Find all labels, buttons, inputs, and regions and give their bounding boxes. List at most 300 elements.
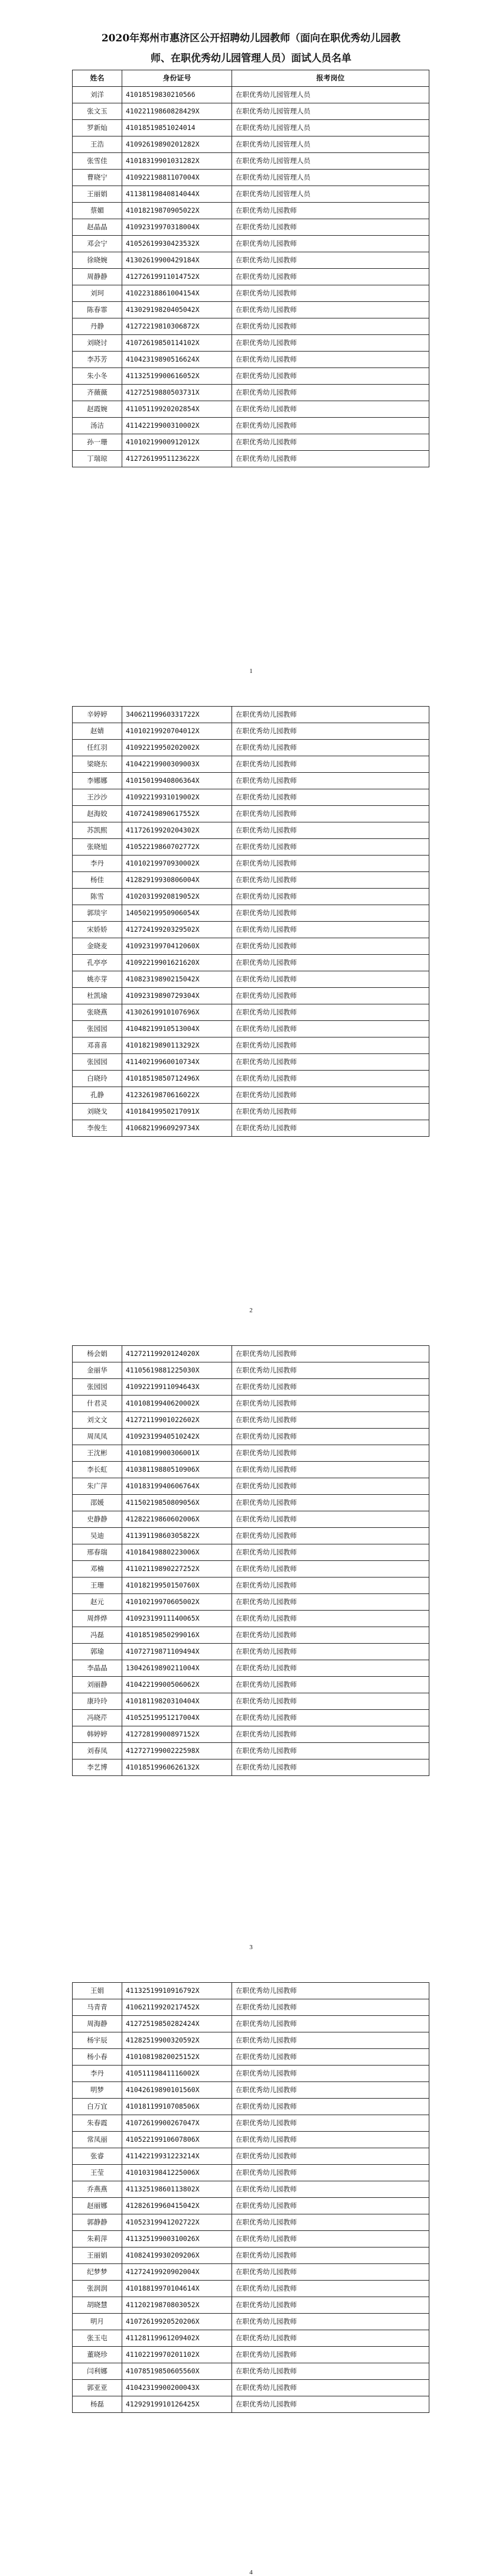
candidate-position: 在职优秀幼儿园教师 — [232, 1511, 429, 1528]
table-row — [73, 302, 429, 318]
candidate-position: 在职优秀幼儿园教师 — [232, 2297, 429, 2314]
candidate-position: 在职优秀幼儿园教师 — [232, 2314, 429, 2330]
candidate-id-number: 41302619910107696X — [122, 1004, 232, 1021]
candidate-name: 张润润 — [73, 2281, 122, 2297]
candidate-name: 王丽娟 — [73, 186, 122, 203]
candidate-position: 在职优秀幼儿园教师 — [232, 922, 429, 938]
candidate-name: 杨会娟 — [73, 1346, 122, 1362]
table-row — [73, 236, 429, 252]
header-id: 身份证号 — [122, 70, 232, 87]
table-row — [73, 1726, 429, 1743]
candidate-name: 金丽华 — [73, 1362, 122, 1379]
candidate-position: 在职优秀幼儿园教师 — [232, 2363, 429, 2380]
table-row — [73, 434, 429, 451]
table-row — [73, 2165, 429, 2181]
candidate-id-number: 41042319890516624X — [122, 352, 232, 368]
candidate-position: 在职优秀幼儿园教师 — [232, 385, 429, 401]
candidate-name: 苏凯熙 — [73, 822, 122, 839]
candidate-table-page-3 — [72, 1345, 429, 1776]
candidate-position: 在职优秀幼儿园教师 — [232, 1710, 429, 1726]
candidate-name: 赵晶晶 — [73, 219, 122, 236]
candidate-position: 在职优秀幼儿园教师 — [232, 938, 429, 955]
candidate-position: 在职优秀幼儿园教师 — [232, 872, 429, 889]
candidate-name: 辛婷婷 — [73, 707, 122, 723]
candidate-name: 王丽娟 — [73, 2248, 122, 2264]
candidate-name: 康玲玲 — [73, 1693, 122, 1710]
candidate-position: 在职优秀幼儿园教师 — [232, 1054, 429, 1071]
candidate-id-number: 41082419930209206X — [122, 2248, 232, 2264]
table-row — [73, 1004, 429, 1021]
table-row — [73, 1983, 429, 1999]
candidate-name: 杨宇辰 — [73, 2032, 122, 2049]
candidate-name: 金晓麦 — [73, 938, 122, 955]
candidate-position: 在职优秀幼儿园教师 — [232, 1594, 429, 1611]
candidate-position: 在职优秀幼儿园教师 — [232, 1999, 429, 2016]
candidate-position: 在职优秀幼儿园教师 — [232, 434, 429, 451]
candidate-position: 在职优秀幼儿园教师 — [232, 1120, 429, 1137]
candidate-id-number: 41092319911140065X — [122, 1611, 232, 1627]
candidate-name: 郭亚亚 — [73, 2380, 122, 2396]
candidate-name: 史静静 — [73, 1511, 122, 1528]
candidate-name: 杜凯瑜 — [73, 988, 122, 1004]
table-row — [73, 756, 429, 773]
table-header-row — [73, 70, 429, 87]
candidate-id-number: 41072619850114102X — [122, 335, 232, 352]
table-row — [73, 1544, 429, 1561]
candidate-name: 王浩 — [73, 136, 122, 153]
candidate-position: 在职优秀幼儿园教师 — [232, 707, 429, 723]
candidate-position: 在职优秀幼儿园教师 — [232, 1396, 429, 1412]
candidate-id-number: 41272119901022602X — [122, 1412, 232, 1429]
candidate-position: 在职优秀幼儿园教师 — [232, 269, 429, 285]
candidate-position: 在职优秀幼儿园教师 — [232, 2264, 429, 2281]
candidate-name: 王娟 — [73, 1983, 122, 1999]
table-row — [73, 889, 429, 905]
candidate-name: 李丹 — [73, 2066, 122, 2082]
candidate-position: 在职优秀幼儿园教师 — [232, 1627, 429, 1644]
candidate-position: 在职优秀幼儿园教师 — [232, 1528, 429, 1544]
candidate-name: 冯晓芹 — [73, 1710, 122, 1726]
candidate-position: 在职优秀幼儿园教师 — [232, 756, 429, 773]
candidate-name: 张雪佳 — [73, 153, 122, 170]
candidate-name: 赵丽娜 — [73, 2198, 122, 2214]
candidate-name: 宋娇娇 — [73, 922, 122, 938]
candidate-id-number: 41072419890617552X — [122, 806, 232, 822]
candidate-position: 在职优秀幼儿园教师 — [232, 2181, 429, 2198]
candidate-id-number: 41282219860602006X — [122, 1511, 232, 1528]
candidate-name: 赵霞婉 — [73, 401, 122, 418]
candidate-position: 在职优秀幼儿园管理人员 — [232, 120, 429, 136]
table-row — [73, 1071, 429, 1087]
table-row — [73, 988, 429, 1004]
candidate-id-number: 41282619960415042X — [122, 2198, 232, 2214]
table-row — [73, 103, 429, 120]
candidate-id-number: 41272419920329502X — [122, 922, 232, 938]
candidate-id-number: 41010819900306001X — [122, 1445, 232, 1462]
candidate-position: 在职优秀幼儿园教师 — [232, 203, 429, 219]
candidate-position: 在职优秀幼儿园教师 — [232, 2231, 429, 2248]
document-title — [53, 28, 449, 69]
candidate-id-number: 13042619890211004X — [122, 1660, 232, 1677]
candidate-position: 在职优秀幼儿园教师 — [232, 2148, 429, 2165]
candidate-name: 汤洁 — [73, 418, 122, 434]
table-row — [73, 368, 429, 385]
candidate-id-number: 41105119920202854X — [122, 401, 232, 418]
table-row — [73, 1677, 429, 1693]
candidate-id-number: 41282519900320592X — [122, 2032, 232, 2049]
table-row — [73, 1627, 429, 1644]
table-row — [73, 1346, 429, 1362]
candidate-id-number: 41051119841116002X — [122, 2066, 232, 2082]
candidate-id-number: 41142219900310002X — [122, 418, 232, 434]
candidate-id-number: 41018519830210566 — [122, 87, 232, 103]
candidate-name: 刘洋 — [73, 87, 122, 103]
table-row — [73, 2363, 429, 2380]
candidate-position: 在职优秀幼儿园教师 — [232, 1644, 429, 1660]
candidate-name: 邢春瑞 — [73, 1544, 122, 1561]
table-row — [73, 1412, 429, 1429]
candidate-id-number: 41172619920204302X — [122, 822, 232, 839]
candidate-name: 明月 — [73, 2314, 122, 2330]
candidate-id-number: 41042219900506062X — [122, 1677, 232, 1693]
table-row — [73, 2281, 429, 2297]
candidate-id-number: 41102119890227252X — [122, 1561, 232, 1578]
table-row — [73, 153, 429, 170]
candidate-id-number: 41010819820025152X — [122, 2049, 232, 2066]
table-row — [73, 186, 429, 203]
table-row — [73, 1429, 429, 1445]
header-name: 姓名 — [73, 70, 122, 87]
table-row — [73, 1495, 429, 1511]
candidate-id-number: 41302919820405042X — [122, 302, 232, 318]
candidate-name: 张文玉 — [73, 103, 122, 120]
candidate-id-number: 41092619890201282X — [122, 136, 232, 153]
candidate-id-number: 41022119860828429X — [122, 103, 232, 120]
candidate-id-number: 41018819970104614X — [122, 2281, 232, 2297]
candidate-id-number: 41272419920902004X — [122, 2264, 232, 2281]
candidate-id-number: 41132519910916792X — [122, 1983, 232, 1999]
candidate-name: 任红羽 — [73, 740, 122, 756]
candidate-position: 在职优秀幼儿园教师 — [232, 740, 429, 756]
candidate-name: 陈雪 — [73, 889, 122, 905]
table-row — [73, 938, 429, 955]
table-row — [73, 740, 429, 756]
candidate-position: 在职优秀幼儿园教师 — [232, 1004, 429, 1021]
table-row — [73, 1087, 429, 1104]
table-row — [73, 1710, 429, 1726]
candidate-position: 在职优秀幼儿园教师 — [232, 1578, 429, 1594]
table-row — [73, 2198, 429, 2214]
candidate-id-number: 41018219950150760X — [122, 1578, 232, 1594]
candidate-name: 刘春凤 — [73, 1743, 122, 1759]
candidate-position: 在职优秀幼儿园教师 — [232, 889, 429, 905]
candidate-id-number: 41092219901621620X — [122, 955, 232, 971]
page-number: 1 — [249, 668, 253, 675]
candidate-id-number: 41042619890101560X — [122, 2082, 232, 2099]
candidate-id-number: 41150219850809056X — [122, 1495, 232, 1511]
table-row — [73, 1611, 429, 1627]
candidate-id-number: 41292919910126425X — [122, 2396, 232, 2413]
candidate-name: 李丹 — [73, 856, 122, 872]
table-row — [73, 1021, 429, 1037]
candidate-position: 在职优秀幼儿园教师 — [232, 2330, 429, 2347]
candidate-name: 周凤凤 — [73, 1429, 122, 1445]
candidate-id-number: 41010319841225006X — [122, 2165, 232, 2181]
candidate-name: 周海静 — [73, 2016, 122, 2032]
candidate-position: 在职优秀幼儿园教师 — [232, 2248, 429, 2264]
candidate-name: 周静静 — [73, 269, 122, 285]
candidate-table-page-2 — [72, 706, 429, 1137]
candidate-name: 李长虹 — [73, 1462, 122, 1478]
table-row — [73, 1120, 429, 1137]
candidate-position: 在职优秀幼儿园管理人员 — [232, 103, 429, 120]
candidate-position: 在职优秀幼儿园教师 — [232, 1462, 429, 1478]
candidate-position: 在职优秀幼儿园教师 — [232, 2198, 429, 2214]
table-row — [73, 1362, 429, 1379]
table-row — [73, 1644, 429, 1660]
table-row — [73, 922, 429, 938]
candidate-position: 在职优秀幼儿园教师 — [232, 1379, 429, 1396]
candidate-position: 在职优秀幼儿园教师 — [232, 2347, 429, 2363]
candidate-id-number: 41132519860113802X — [122, 2181, 232, 2198]
table-row — [73, 955, 429, 971]
candidate-name: 白万宜 — [73, 2099, 122, 2115]
candidate-name: 王莹 — [73, 2165, 122, 2181]
candidate-id-number: 41078519850605560X — [122, 2363, 232, 2380]
candidate-name: 李苏芳 — [73, 352, 122, 368]
candidate-id-number: 41102219970201102X — [122, 2347, 232, 2363]
table-row — [73, 252, 429, 269]
candidate-id-number: 41062119920217452X — [122, 1999, 232, 2016]
table-row — [73, 2082, 429, 2099]
table-row — [73, 2066, 429, 2082]
candidate-id-number: 41282919930806004X — [122, 872, 232, 889]
candidate-id-number: 41092219881107004X — [122, 170, 232, 186]
candidate-position: 在职优秀幼儿园管理人员 — [232, 186, 429, 203]
candidate-position: 在职优秀幼儿园教师 — [232, 302, 429, 318]
candidate-name: 张园园 — [73, 1021, 122, 1037]
candidate-position: 在职优秀幼儿园教师 — [232, 451, 429, 467]
candidate-name: 常凤丽 — [73, 2132, 122, 2148]
title-line-1: 2020年郑州市惠济区公开招聘幼儿园教师（面向在职优秀幼儿园教 — [101, 32, 401, 44]
candidate-id-number: 41068219960929734X — [122, 1120, 232, 1137]
table-row — [73, 1037, 429, 1054]
candidate-position: 在职优秀幼儿园教师 — [232, 2082, 429, 2099]
candidate-position: 在职优秀幼儿园教师 — [232, 2214, 429, 2231]
candidate-id-number: 34062119960331722X — [122, 707, 232, 723]
candidate-id-number: 41272819900897152X — [122, 1726, 232, 1743]
table-row — [73, 1693, 429, 1710]
candidate-id-number: 41018519850712496X — [122, 1071, 232, 1087]
candidate-name: 杨磊 — [73, 2396, 122, 2413]
candidate-id-number: 41272719900222598X — [122, 1743, 232, 1759]
candidate-position: 在职优秀幼儿园教师 — [232, 1611, 429, 1627]
candidate-id-number: 41072619900267047X — [122, 2115, 232, 2132]
candidate-position: 在职优秀幼儿园教师 — [232, 1983, 429, 1999]
candidate-position: 在职优秀幼儿园教师 — [232, 285, 429, 302]
table-row — [73, 971, 429, 988]
candidate-name: 丁瑞琼 — [73, 451, 122, 467]
candidate-position: 在职优秀幼儿园教师 — [232, 1759, 429, 1776]
candidate-id-number: 41015019940806364X — [122, 773, 232, 789]
candidate-id-number: 41018319901031282X — [122, 153, 232, 170]
table-row — [73, 203, 429, 219]
candidate-id-number: 41010219900912012X — [122, 434, 232, 451]
candidate-name: 白晓玲 — [73, 1071, 122, 1087]
candidate-id-number: 41052219860702772X — [122, 839, 232, 856]
table-row — [73, 269, 429, 285]
candidate-id-number: 41092319970318004X — [122, 219, 232, 236]
candidate-position: 在职优秀幼儿园教师 — [232, 1346, 429, 1362]
candidate-position: 在职优秀幼儿园教师 — [232, 318, 429, 335]
candidate-position: 在职优秀幼儿园教师 — [232, 1021, 429, 1037]
table-row — [73, 219, 429, 236]
candidate-id-number: 41139119860305822X — [122, 1528, 232, 1544]
candidate-name: 邓会宁 — [73, 236, 122, 252]
candidate-id-number: 41272119920124020X — [122, 1346, 232, 1362]
table-row — [73, 2231, 429, 2248]
candidate-position: 在职优秀幼儿园教师 — [232, 219, 429, 236]
candidate-id-number: 41018119820310404X — [122, 1693, 232, 1710]
candidate-position: 在职优秀幼儿园教师 — [232, 773, 429, 789]
candidate-id-number: 41018419880223006X — [122, 1544, 232, 1561]
candidate-position: 在职优秀幼儿园教师 — [232, 856, 429, 872]
candidate-name: 刘珂 — [73, 285, 122, 302]
candidate-name: 齐薇薇 — [73, 385, 122, 401]
table-row — [73, 318, 429, 335]
candidate-name: 朱莉萍 — [73, 2231, 122, 2248]
candidate-id-number: 41072719871109494X — [122, 1644, 232, 1660]
header-position: 报考岗位 — [232, 70, 429, 87]
table-row — [73, 905, 429, 922]
candidate-position: 在职优秀幼儿园教师 — [232, 2049, 429, 2066]
table-row — [73, 2214, 429, 2231]
candidate-name: 明梦 — [73, 2082, 122, 2099]
table-row — [73, 335, 429, 352]
candidate-name: 纪梦梦 — [73, 2264, 122, 2281]
candidate-position: 在职优秀幼儿园管理人员 — [232, 136, 429, 153]
candidate-name: 王沙沙 — [73, 789, 122, 806]
candidate-name: 冯磊 — [73, 1627, 122, 1644]
candidate-name: 乔燕燕 — [73, 2181, 122, 2198]
table-row — [73, 2248, 429, 2264]
candidate-id-number: 41120219870803052X — [122, 2297, 232, 2314]
table-row — [73, 1511, 429, 1528]
candidate-id-number: 41010219970605002X — [122, 1594, 232, 1611]
table-row — [73, 418, 429, 434]
candidate-id-number: 41018219890113292X — [122, 1037, 232, 1054]
candidate-id-number: 41018119910708506X — [122, 2099, 232, 2115]
candidate-name: 蔡媚 — [73, 203, 122, 219]
candidate-id-number: 41072619920520206X — [122, 2314, 232, 2330]
candidate-name: 李艺博 — [73, 1759, 122, 1776]
candidate-position: 在职优秀幼儿园教师 — [232, 2380, 429, 2396]
candidate-name: 邓楠 — [73, 1561, 122, 1578]
candidate-position: 在职优秀幼儿园教师 — [232, 806, 429, 822]
table-row — [73, 856, 429, 872]
candidate-position: 在职优秀幼儿园教师 — [232, 2115, 429, 2132]
table-row — [73, 2132, 429, 2148]
candidate-position: 在职优秀幼儿园教师 — [232, 955, 429, 971]
table-row — [73, 1999, 429, 2016]
candidate-id-number: 41272619911014752X — [122, 269, 232, 285]
candidate-position: 在职优秀幼儿园教师 — [232, 1412, 429, 1429]
table-row — [73, 2330, 429, 2347]
table-row — [73, 1478, 429, 1495]
candidate-position: 在职优秀幼儿园教师 — [232, 905, 429, 922]
candidate-position: 在职优秀幼儿园教师 — [232, 1362, 429, 1379]
candidate-id-number: 41048219910513004X — [122, 1021, 232, 1037]
candidate-id-number: 41128119961209402X — [122, 2330, 232, 2347]
candidate-id-number: 41092219950202002X — [122, 740, 232, 756]
candidate-position: 在职优秀幼儿园管理人员 — [232, 153, 429, 170]
candidate-position: 在职优秀幼儿园教师 — [232, 1677, 429, 1693]
candidate-position: 在职优秀幼儿园教师 — [232, 971, 429, 988]
table-row — [73, 707, 429, 723]
candidate-id-number: 41052619930423532X — [122, 236, 232, 252]
table-row — [73, 1462, 429, 1478]
candidate-name: 陈春霏 — [73, 302, 122, 318]
table-row — [73, 723, 429, 740]
table-row — [73, 1528, 429, 1544]
candidate-position: 在职优秀幼儿园教师 — [232, 839, 429, 856]
candidate-position: 在职优秀幼儿园教师 — [232, 822, 429, 839]
candidate-position: 在职优秀幼儿园教师 — [232, 1561, 429, 1578]
candidate-name: 赵元 — [73, 1594, 122, 1611]
table-row — [73, 2099, 429, 2115]
candidate-id-number: 41082319890215042X — [122, 971, 232, 988]
candidate-position: 在职优秀幼儿园教师 — [232, 2281, 429, 2297]
candidate-name: 罗新灿 — [73, 120, 122, 136]
candidate-id-number: 14050219950906054X — [122, 905, 232, 922]
table-row — [73, 87, 429, 103]
table-row — [73, 2115, 429, 2132]
candidate-name: 张晓燕 — [73, 1004, 122, 1021]
table-row — [73, 2148, 429, 2165]
candidate-position: 在职优秀幼儿园教师 — [232, 1087, 429, 1104]
table-row — [73, 2049, 429, 2066]
candidate-position: 在职优秀幼儿园教师 — [232, 352, 429, 368]
candidate-name: 吴迪 — [73, 1528, 122, 1544]
candidate-name: 杨佳 — [73, 872, 122, 889]
candidate-name: 张晓旭 — [73, 839, 122, 856]
candidate-id-number: 41092219911094643X — [122, 1379, 232, 1396]
candidate-name: 韩婷婷 — [73, 1726, 122, 1743]
candidate-id-number: 41092319940510242X — [122, 1429, 232, 1445]
candidate-name: 刘晓讨 — [73, 335, 122, 352]
table-row — [73, 120, 429, 136]
candidate-position: 在职优秀幼儿园教师 — [232, 2396, 429, 2413]
table-row — [73, 2016, 429, 2032]
candidate-name: 孙一珊 — [73, 434, 122, 451]
candidate-position: 在职优秀幼儿园管理人员 — [232, 170, 429, 186]
table-row — [73, 2297, 429, 2314]
candidate-name: 张园园 — [73, 1379, 122, 1396]
candidate-name: 朱小冬 — [73, 368, 122, 385]
candidate-id-number: 41042219900309003X — [122, 756, 232, 773]
candidate-name: 刘晓戈 — [73, 1104, 122, 1120]
candidate-id-number: 41010219970930002X — [122, 856, 232, 872]
candidate-position: 在职优秀幼儿园教师 — [232, 335, 429, 352]
candidate-position: 在职优秀幼儿园教师 — [232, 1037, 429, 1054]
table-row — [73, 1594, 429, 1611]
table-row — [73, 1396, 429, 1412]
candidate-position: 在职优秀幼儿园教师 — [232, 1429, 429, 1445]
candidate-name: 徐晓婉 — [73, 252, 122, 269]
candidate-id-number: 41018519851024014 — [122, 120, 232, 136]
table-row — [73, 2396, 429, 2413]
page-number: 2 — [249, 1307, 253, 1314]
